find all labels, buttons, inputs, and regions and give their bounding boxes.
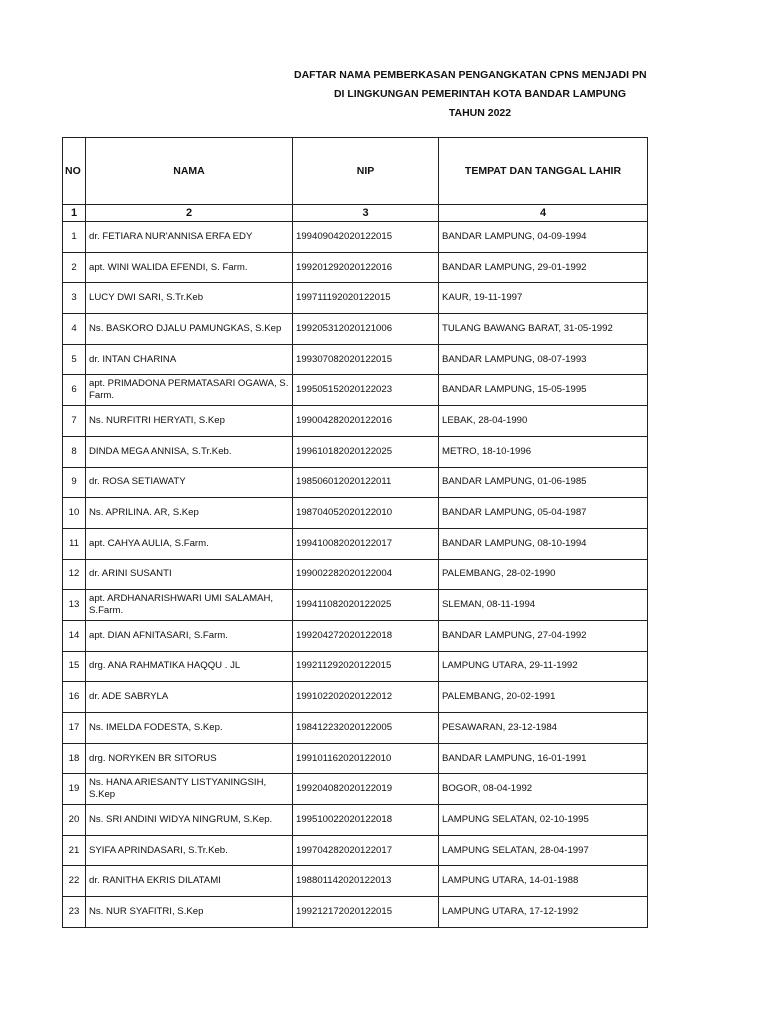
row-nip: 199510022020122018: [293, 805, 439, 836]
row-number: 19: [63, 774, 86, 805]
table-row: [63, 805, 648, 836]
row-number: 5: [63, 344, 86, 375]
table-row: [63, 682, 648, 713]
table-row: [63, 467, 648, 498]
row-number: 17: [63, 713, 86, 744]
row-number: 8: [63, 436, 86, 467]
column-number: 3: [293, 205, 439, 222]
row-nip: 199411082020122025: [293, 590, 439, 621]
row-nip: 199002282020122004: [293, 559, 439, 590]
row-nama: DINDA MEGA ANNISA, S.Tr.Keb.: [86, 436, 293, 467]
row-nama: drg. NORYKEN BR SITORUS: [86, 743, 293, 774]
table-row: [63, 651, 648, 682]
row-number: 11: [63, 528, 86, 559]
row-tempat-tanggal-lahir: LAMPUNG UTARA, 29-11-1992: [439, 651, 648, 682]
row-number: 2: [63, 252, 86, 283]
table-row: [63, 897, 648, 928]
row-nama: Ns. BASKORO DJALU PAMUNGKAS, S.Kep: [86, 314, 293, 345]
row-number: 16: [63, 682, 86, 713]
row-number: 1: [63, 222, 86, 253]
row-tempat-tanggal-lahir: BANDAR LAMPUNG, 27-04-1992: [439, 620, 648, 651]
table-row: [63, 620, 648, 651]
row-nip: 199704282020122017: [293, 835, 439, 866]
row-tempat-tanggal-lahir: LEBAK, 28-04-1990: [439, 406, 648, 437]
row-nama: Ns. NURFITRI HERYATI, S.Kep: [86, 406, 293, 437]
column-number: 1: [63, 205, 86, 222]
row-tempat-tanggal-lahir: PESAWARAN, 23-12-1984: [439, 713, 648, 744]
row-number: 14: [63, 620, 86, 651]
row-nip: 199410082020122017: [293, 528, 439, 559]
column-number-row: [63, 205, 648, 222]
row-tempat-tanggal-lahir: TULANG BAWANG BARAT, 31-05-1992: [439, 314, 648, 345]
row-nip: 199211292020122015: [293, 651, 439, 682]
row-nama: apt. ARDHANARISHWARI UMI SALAMAH, S.Farm.: [86, 590, 293, 621]
row-tempat-tanggal-lahir: PALEMBANG, 28-02-1990: [439, 559, 648, 590]
table-row: [63, 713, 648, 744]
table-row: [63, 252, 648, 283]
header-no: NO: [63, 138, 86, 205]
row-number: 23: [63, 897, 86, 928]
row-tempat-tanggal-lahir: SLEMAN, 08-11-1994: [439, 590, 648, 621]
column-number: 2: [86, 205, 293, 222]
row-number: 21: [63, 835, 86, 866]
row-tempat-tanggal-lahir: METRO, 18-10-1996: [439, 436, 648, 467]
row-number: 6: [63, 375, 86, 406]
row-tempat-tanggal-lahir: BANDAR LAMPUNG, 08-10-1994: [439, 528, 648, 559]
row-nama: dr. FETIARA NUR'ANNISA ERFA EDY: [86, 222, 293, 253]
row-nip: 199505152020122023: [293, 375, 439, 406]
row-nip: 199711192020122015: [293, 283, 439, 314]
table-body: [63, 205, 648, 928]
table-header-row: [63, 138, 648, 205]
row-number: 22: [63, 866, 86, 897]
row-nip: 199307082020122015: [293, 344, 439, 375]
row-nip: 198704052020122010: [293, 498, 439, 529]
row-number: 7: [63, 406, 86, 437]
row-nip: 199102202020122012: [293, 682, 439, 713]
row-nip: 199204272020122018: [293, 620, 439, 651]
row-nip: 199212172020122015: [293, 897, 439, 928]
row-nip: 199205312020121006: [293, 314, 439, 345]
table-row: [63, 344, 648, 375]
row-tempat-tanggal-lahir: BANDAR LAMPUNG, 08-07-1993: [439, 344, 648, 375]
row-tempat-tanggal-lahir: LAMPUNG SELATAN, 28-04-1997: [439, 835, 648, 866]
table-row: [63, 314, 648, 345]
employee-table: [62, 137, 648, 928]
row-nip: 199201292020122016: [293, 252, 439, 283]
row-nama: apt. DIAN AFNITASARI, S.Farm.: [86, 620, 293, 651]
row-nama: apt. WINI WALIDA EFENDI, S. Farm.: [86, 252, 293, 283]
row-tempat-tanggal-lahir: BANDAR LAMPUNG, 16-01-1991: [439, 743, 648, 774]
document-title: [280, 66, 680, 123]
row-nip: 199610182020122025: [293, 436, 439, 467]
row-nama: Ns. NUR SYAFITRI, S.Kep: [86, 897, 293, 928]
title-line-1: DAFTAR NAMA PEMBERKASAN PENGANGKATAN CPNS MENJADI PN: [294, 69, 647, 81]
row-nama: Ns. APRILINA. AR, S.Kep: [86, 498, 293, 529]
row-nama: apt. CAHYA AULIA, S.Farm.: [86, 528, 293, 559]
row-number: 18: [63, 743, 86, 774]
row-tempat-tanggal-lahir: PALEMBANG, 20-02-1991: [439, 682, 648, 713]
row-number: 20: [63, 805, 86, 836]
row-number: 10: [63, 498, 86, 529]
row-tempat-tanggal-lahir: BANDAR LAMPUNG, 15-05-1995: [439, 375, 648, 406]
table-row: [63, 406, 648, 437]
row-nama: apt. PRIMADONA PERMATASARI OGAWA, S. Farm.: [86, 375, 293, 406]
table-row: [63, 528, 648, 559]
row-tempat-tanggal-lahir: BOGOR, 08-04-1992: [439, 774, 648, 805]
row-nama: Ns. HANA ARIESANTY LISTYANINGSIH, S.Kep: [86, 774, 293, 805]
row-nip: 198506012020122011: [293, 467, 439, 498]
table-row: [63, 222, 648, 253]
row-tempat-tanggal-lahir: LAMPUNG SELATAN, 02-10-1995: [439, 805, 648, 836]
table-row: [63, 559, 648, 590]
row-nip: 199409042020122015: [293, 222, 439, 253]
row-number: 3: [63, 283, 86, 314]
table-row: [63, 866, 648, 897]
row-number: 12: [63, 559, 86, 590]
row-tempat-tanggal-lahir: LAMPUNG UTARA, 14-01-1988: [439, 866, 648, 897]
table-row: [63, 743, 648, 774]
title-line-3: TAHUN 2022: [448, 107, 512, 119]
row-tempat-tanggal-lahir: BANDAR LAMPUNG, 04-09-1994: [439, 222, 648, 253]
row-nip: 199101162020122010: [293, 743, 439, 774]
table-row: [63, 283, 648, 314]
row-nip: 199204082020122019: [293, 774, 439, 805]
row-nama: Ns. SRI ANDINI WIDYA NINGRUM, S.Kep.: [86, 805, 293, 836]
row-nama: dr. ADE SABRYLA: [86, 682, 293, 713]
table-row: [63, 835, 648, 866]
row-number: 9: [63, 467, 86, 498]
row-tempat-tanggal-lahir: BANDAR LAMPUNG, 01-06-1985: [439, 467, 648, 498]
row-nip: 198801142020122013: [293, 866, 439, 897]
row-tempat-tanggal-lahir: BANDAR LAMPUNG, 29-01-1992: [439, 252, 648, 283]
title-line-2: DI LINGKUNGAN PEMERINTAH KOTA BANDAR LAMPUNG: [333, 88, 627, 100]
row-nama: LUCY DWI SARI, S.Tr.Keb: [86, 283, 293, 314]
row-nama: dr. RANITHA EKRIS DILATAMI: [86, 866, 293, 897]
row-tempat-tanggal-lahir: KAUR, 19-11-1997: [439, 283, 648, 314]
header-tempat-tanggal-lahir: TEMPAT DAN TANGGAL LAHIR: [439, 138, 648, 205]
row-nip: 198412232020122005: [293, 713, 439, 744]
column-number: 4: [439, 205, 648, 222]
row-nama: dr. INTAN CHARINA: [86, 344, 293, 375]
table-row: [63, 498, 648, 529]
row-nama: dr. ARINI SUSANTI: [86, 559, 293, 590]
table-row: [63, 774, 648, 805]
header-nama: NAMA: [86, 138, 293, 205]
row-nama: dr. ROSA SETIAWATY: [86, 467, 293, 498]
row-number: 15: [63, 651, 86, 682]
row-number: 4: [63, 314, 86, 345]
table-row: [63, 590, 648, 621]
row-nama: Ns. IMELDA FODESTA, S.Kep.: [86, 713, 293, 744]
row-nip: 199004282020122016: [293, 406, 439, 437]
row-number: 13: [63, 590, 86, 621]
row-nama: SYIFA APRINDASARI, S.Tr.Keb.: [86, 835, 293, 866]
row-nama: drg. ANA RAHMATIKA HAQQU . JL: [86, 651, 293, 682]
table-row: [63, 375, 648, 406]
table-row: [63, 436, 648, 467]
row-tempat-tanggal-lahir: LAMPUNG UTARA, 17-12-1992: [439, 897, 648, 928]
header-nip: NIP: [293, 138, 439, 205]
row-tempat-tanggal-lahir: BANDAR LAMPUNG, 05-04-1987: [439, 498, 648, 529]
